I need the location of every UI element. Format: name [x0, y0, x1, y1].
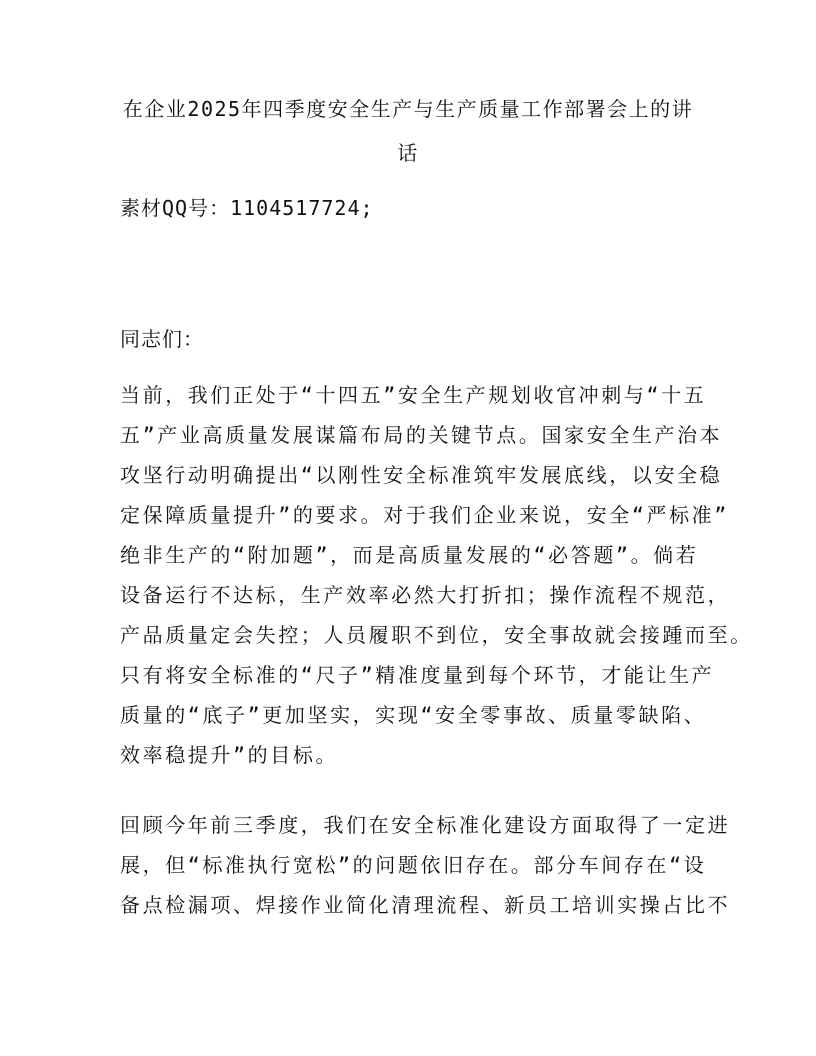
- paragraph-line: 产品质量定会失控；人员履职不到位，安全事故就会接踵而至。: [120, 623, 753, 647]
- paragraph-line: 备点检漏项、焊接作业简化清理流程、新员工培训实操占比不: [120, 893, 731, 917]
- paragraph-line: 效率稳提升”的目标。: [120, 743, 339, 767]
- paragraph-line: 绝非生产的“附加题”，而是高质量发展的“必答题”。倘若: [120, 543, 699, 567]
- paragraph-line: 定保障质量提升”的要求。对于我们企业来说，安全“严标准”: [120, 503, 729, 527]
- paragraph-line: 质量的“底子”更加坚实，实现“安全零事故、质量零缺陷、: [120, 703, 707, 727]
- paragraph-line: 设备运行不达标，生产效率必然大打折扣；操作流程不规范，: [120, 583, 731, 607]
- paragraph-line: 当前，我们正处于“十四五”安全生产规划收官冲刺与“十五: [120, 383, 707, 407]
- paragraph-line: 只有将安全标准的“尺子”精准度量到每个环节，才能让生产: [120, 663, 715, 687]
- paragraph-line: 回顾今年前三季度，我们在安全标准化建设方面取得了一定进: [120, 813, 731, 837]
- paragraph-1: [120, 375, 753, 775]
- paragraph-line: 五”产业高质量发展谋篇布局的关键节点。国家安全生产治本: [120, 423, 723, 447]
- paragraph-2: [120, 805, 731, 925]
- greeting: 同志们：: [120, 327, 204, 351]
- document-title-line-2: 话: [397, 141, 419, 165]
- paragraph-line: 展，但“标准执行宽松”的问题依旧存在。部分车间存在“设: [120, 853, 707, 877]
- paragraph-line: 攻坚行动明确提出“以刚性安全标准筑牢发展底线，以安全稳: [120, 463, 723, 487]
- source-note: 素材QQ号：1104517724;: [120, 196, 374, 220]
- document-title-line-1: 在企业2025年四季度安全生产与生产质量工作部署会上的讲: [122, 97, 694, 121]
